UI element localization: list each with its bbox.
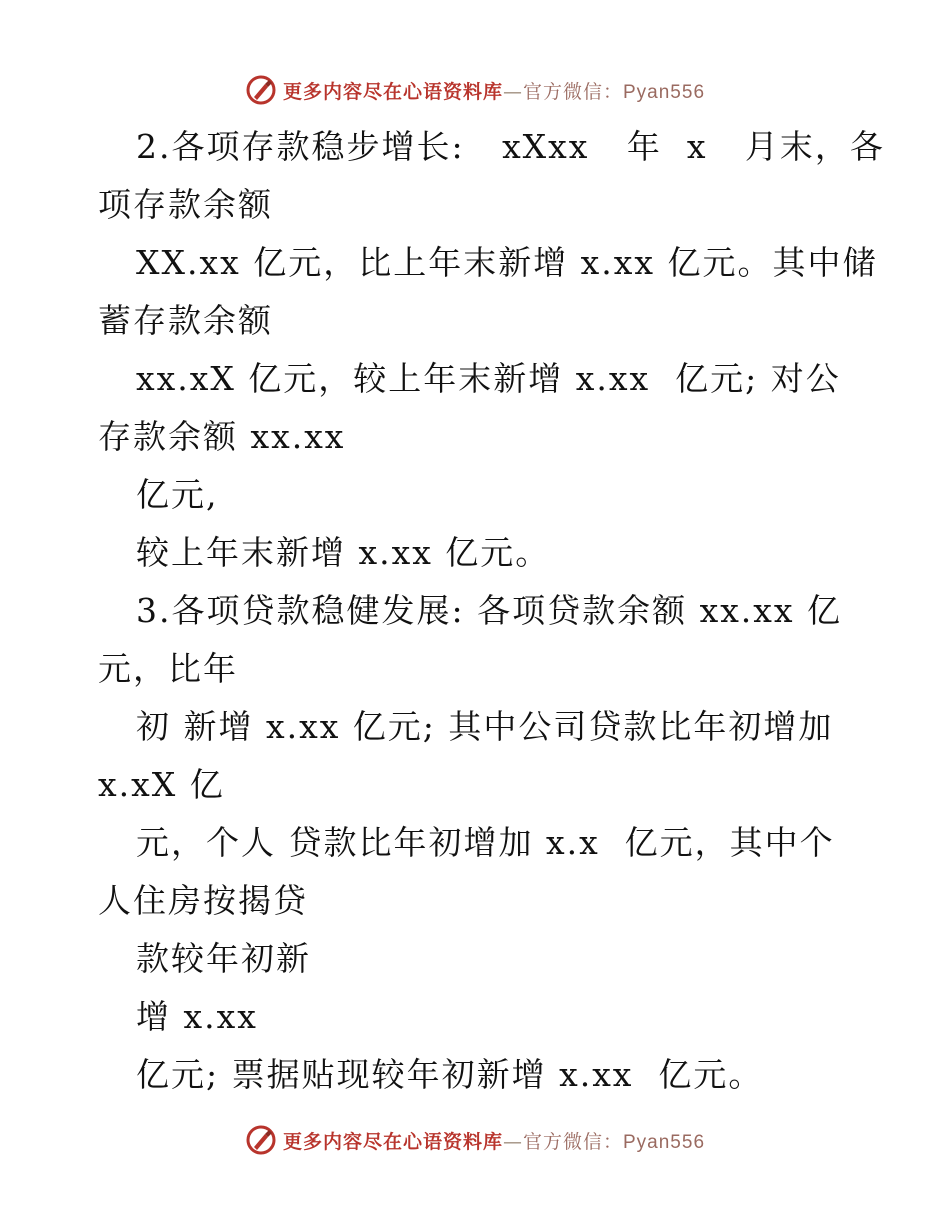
text-line: 较上年末新增 x.xx 亿元。 [136,533,551,572]
watermark-separator: — [502,1130,523,1153]
watermark-id: Pyan556 [623,1131,706,1153]
text-line: 亿元, [136,475,219,514]
text-line: XX.xx 亿元，比上年末新增 x.xx 亿元。其中储 [136,243,878,282]
text-line: 元，比年 [98,649,238,688]
text-line: 3.各项贷款稳健发展: 各项贷款余额 xx.xx 亿 [136,591,843,630]
watermark-sub: 官方微信： [522,1130,623,1153]
text-line: 款较年初新 [136,939,311,978]
watermark-sub: 官方微信： [522,80,623,103]
watermark-main: 更多内容尽在心语资料库 [282,1130,503,1153]
pen-logo-icon [245,74,277,106]
pen-logo-icon [245,1124,277,1156]
text-line: x.xX 亿 [98,765,225,804]
text-line: 2.各项存款稳步增长: xXxx 年 x 月末，各 [136,127,885,166]
text-line: 增 x.xx [136,997,258,1036]
document-body [98,118,885,1104]
text-line: 人住房按揭贷 [98,881,308,920]
text-line: xx.xX 亿元，较上年末新增 x.xx 亿元; 对公 [136,359,841,398]
text-line: 亿元; 票据贴现较年初新增 x.xx 亿元。 [136,1055,764,1094]
watermark-text [283,1127,705,1154]
watermark-separator: — [502,80,523,103]
text-line: 项存款余额 [98,185,273,224]
text-line: 存款余额 xx.xx [98,417,346,456]
watermark-text [283,77,705,104]
watermark-main: 更多内容尽在心语资料库 [282,80,503,103]
header-watermark [0,70,950,110]
text-line: 元，个人 贷款比年初增加 x.x 亿元，其中个 [136,823,835,862]
watermark-id: Pyan556 [623,81,706,103]
text-line: 初 新增 x.xx 亿元; 其中公司贷款比年初增加 [136,707,834,746]
footer-watermark [0,1120,950,1160]
text-line: 蓄存款余额 [98,301,273,340]
